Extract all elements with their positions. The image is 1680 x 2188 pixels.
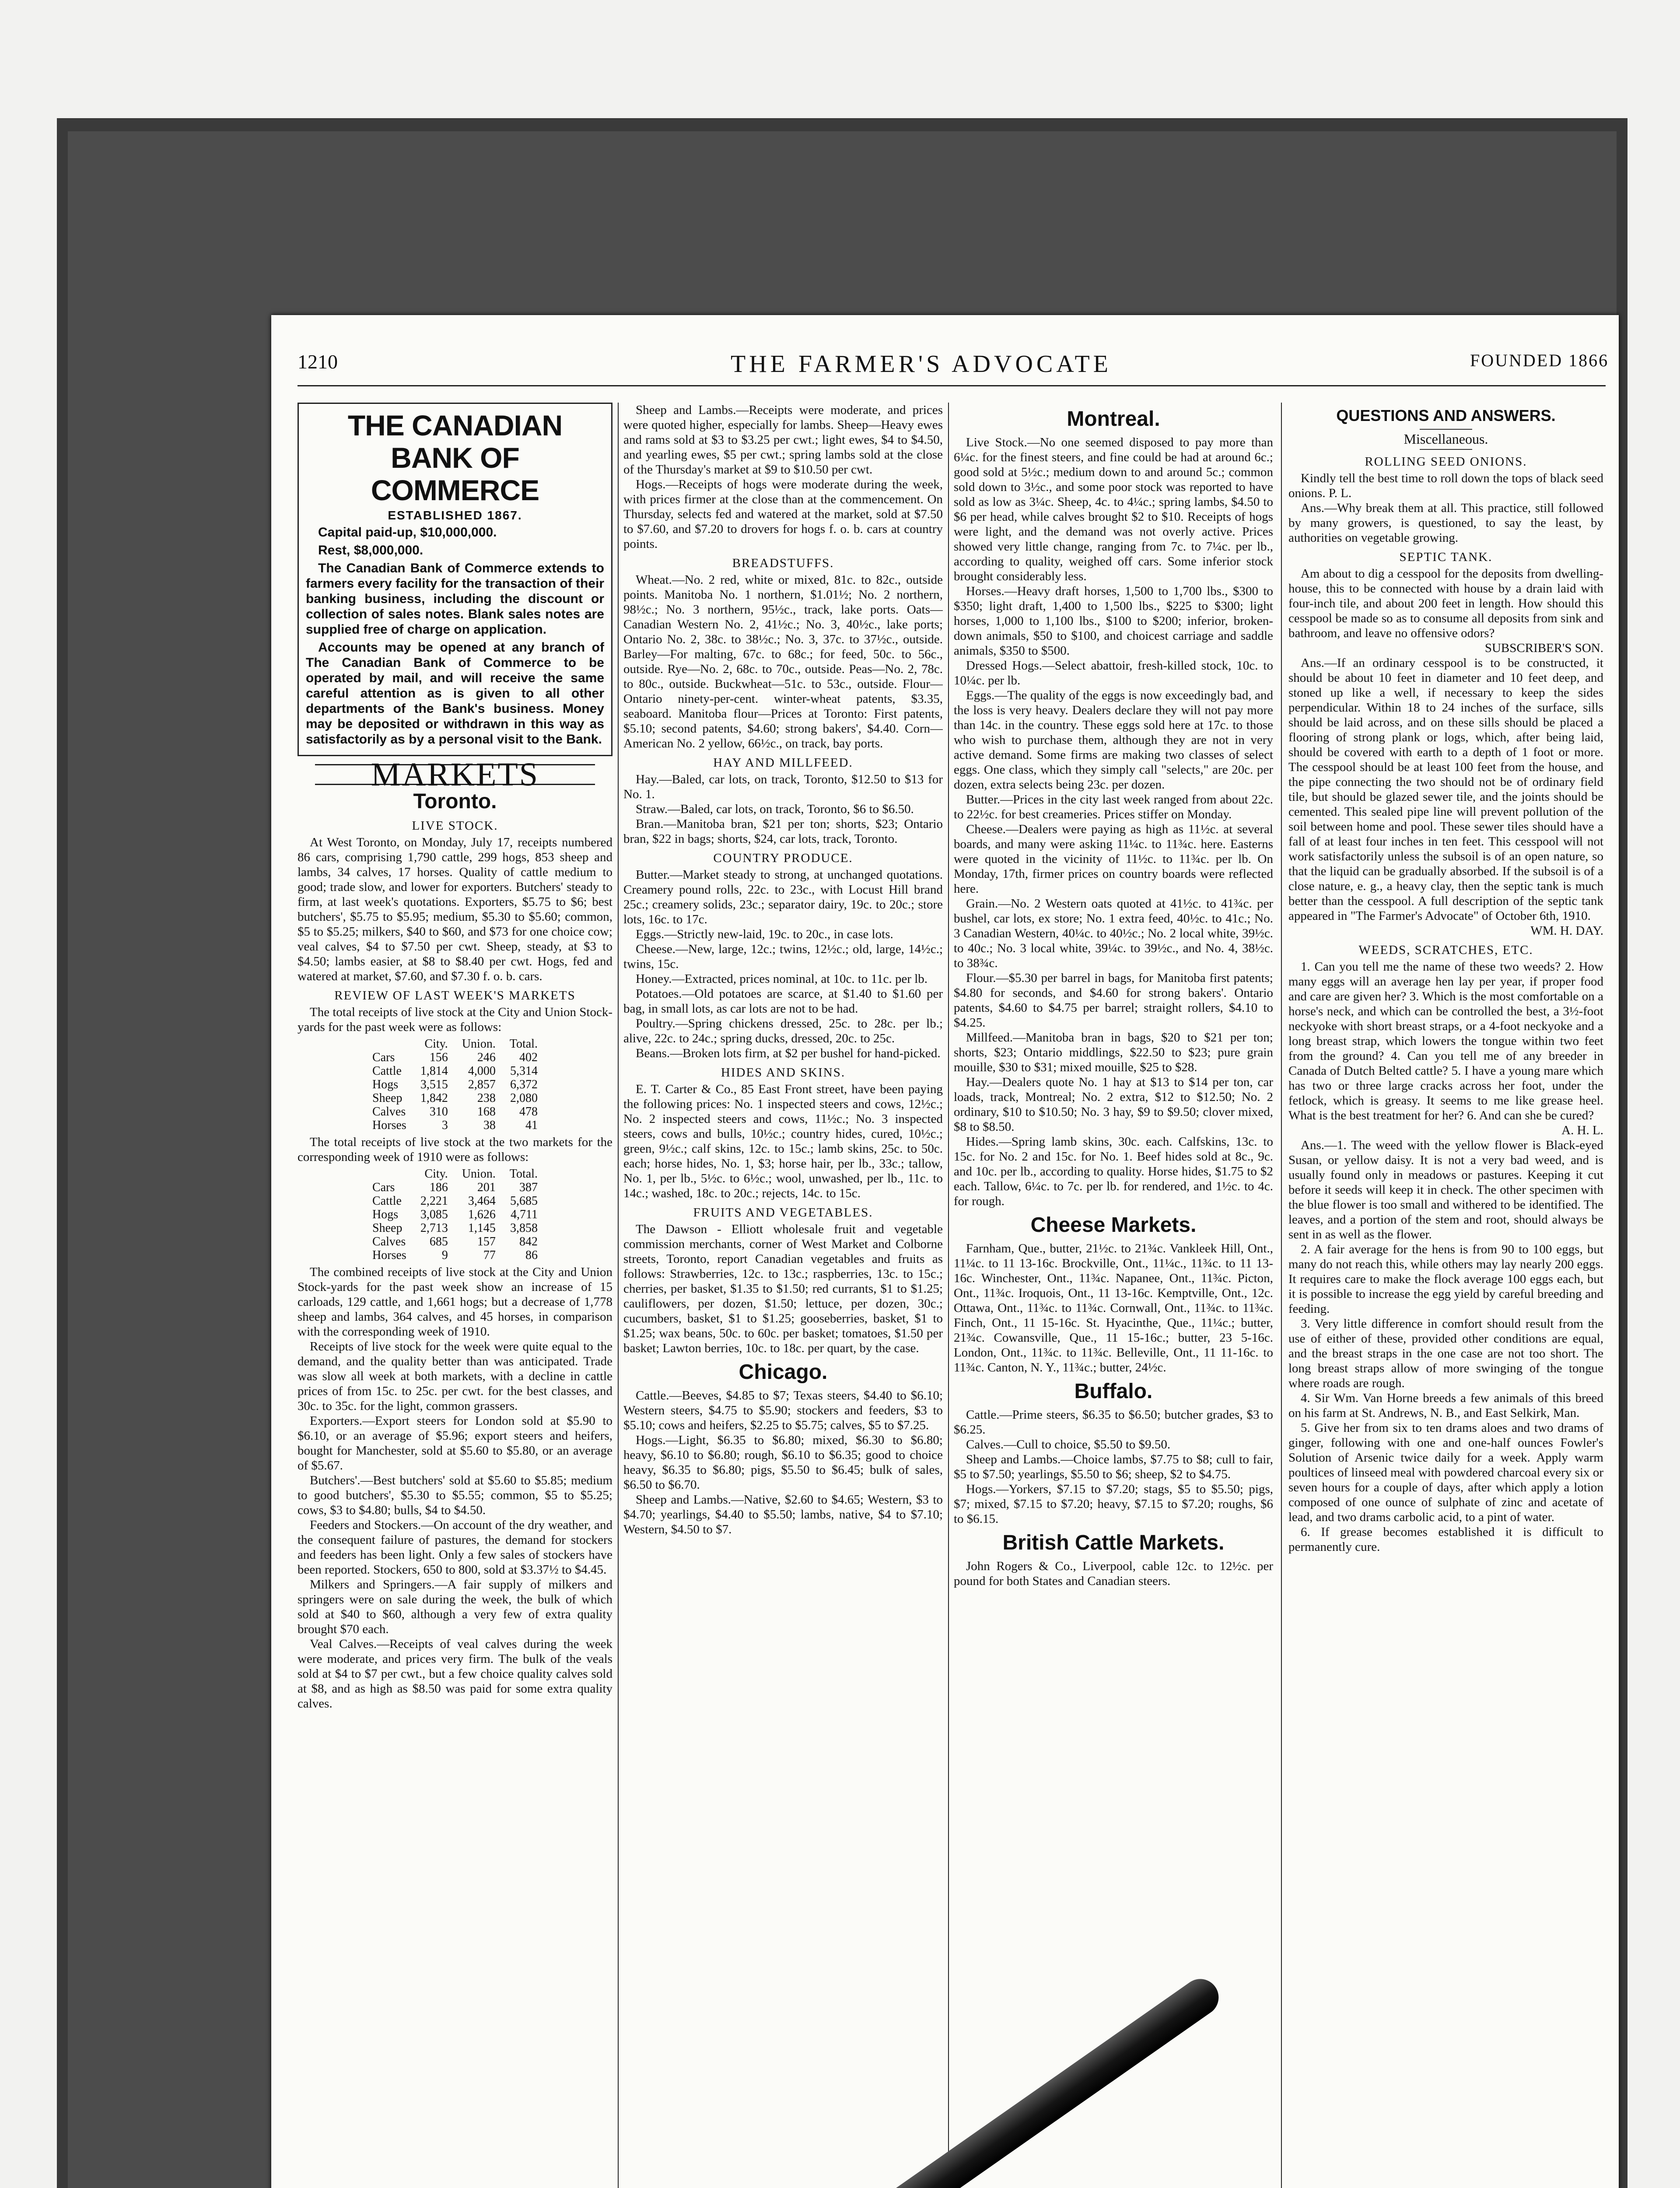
article-paragraph: Horses.—Heavy draft horses, 1,500 to 1,700 lbs., $300 to $350; light draft, 1,400 to 1,500 lbs., $225 to $300; light horses, 1,000 to 1,100 lbs., $100 to $200; inferior, broken-down animals, $50 to $100, and choicest carriage and saddle animals, $350 to $500. bbox=[954, 584, 1273, 658]
article-paragraph: Calves.—Cull to choice, $5.50 to $9.50. bbox=[966, 1438, 1171, 1452]
buffalo-heading: Buffalo. bbox=[1074, 1380, 1153, 1403]
question-text: Kindly tell the best time to roll down the tops of black seed onions. P. L. bbox=[1288, 471, 1603, 500]
bank-name: THE CANADIAN BANK OF COMMERCE bbox=[347, 409, 563, 506]
fruits-heading: FRUITS AND VEGETABLES. bbox=[693, 1206, 873, 1220]
column-rule bbox=[1281, 403, 1282, 2188]
table-row: Cars 156 246 402 bbox=[372, 1051, 538, 1064]
question-text: 1. Can you tell me the name of these two weeds? 2. How many eggs will an average hen lay per year, if proper food and care are given her? 3. Which is the most comfortable on a horse's neck, and which can be controlled the best, a 3½-foot neckyoke with short breast straps, or a 4-foot neckyoke and a long breast strap, which lowers the tongue within two feet from the ground? 4. Can you tell me of any breeder in Canada of Dutch Belted cattle? 5. I have a young mare which has two or three large cracks across her foot, under the fetlock, which is greasy. It seems to me like grease heel. What is the best treatment for her? 6. And can she be cured? bbox=[1288, 960, 1603, 1122]
table-row: Sheep 1,842 238 2,080 bbox=[372, 1091, 538, 1105]
receipts-table-1911: City. Union. Total. Cars 156 246 402 Cattle 1,814 4,000 5,314 Hogs 3,515 2,857 6,372 Sheep 1,842 238 2,080 Calves 310 168 478 Horses 3 38 41 bbox=[365, 1037, 545, 1132]
article-paragraph: Hogs.—Yorkers, $7.15 to $7.20; stags, $5 to $5.50; pigs, $7; mixed, $7.15 to $7.20; heavy, $7.15 to $7.20; roughs, $6 to $6.15. bbox=[954, 1482, 1273, 1526]
question-heading: SEPTIC TANK. bbox=[1399, 550, 1493, 564]
article-paragraph: Butter.—Market steady to strong, at unchanged quotations. Creamery pound rolls, 22c. to 23c., with Locust Hill brand 25c.; creamery solids, 23c.; separator dairy, 19c. to 20c.; store lots, 16c. to 17c. bbox=[623, 868, 943, 926]
answer-text: Ans.—1. The weed with the yellow flower is Black-eyed Susan, or yellow daisy. It is not a very bad weed, and is usually found only in meadows or pastures. Keeping it cut before it seeds will keep it in check. The other specimen with the blue flower is too small and withered to be identified. The leaves, and a portion of the stem and root, should always be sent in as well as the flower. bbox=[1288, 1138, 1603, 1241]
article-paragraph: Cattle.—Prime steers, $6.35 to $6.50; butcher grades, $3 to $6.25. bbox=[954, 1408, 1273, 1437]
misc-heading: Miscellaneous. bbox=[1404, 431, 1488, 447]
cheese-markets-heading: Cheese Markets. bbox=[1030, 1213, 1197, 1237]
article-paragraph: E. T. Carter & Co., 85 East Front street, have been paying the following prices: No. 1 inspected steers and cows, 12½c.; No. 2 inspected steers and cows, 11½c.; No. 3 inspected steers, cows and bulls, 10½c.; country hides, cured, 10½c.; green, 9½c.; calf skins, 12c. to 15c.; lamb skins, 25c. to 50c. each; horse hides, No. 1, $3; horse hair, per lb., 33c.; tallow, No. 1, per lb., 5½c. to 6½c.; wool, unwashed, per lb., 11c. to 14c.; washed, 18c. to 20c.; rejects, 14c. to 15c. bbox=[623, 1082, 943, 1200]
article-paragraph: Butchers'.—Best butchers' sold at $5.60 to $5.85; medium to good butchers', $5.30 to $5.55; common, $5 to $5.25; cows, $3 to $4.80; bulls, $4 to $4.50. bbox=[298, 1473, 612, 1517]
british-cattle-heading: British Cattle Markets. bbox=[1002, 1531, 1225, 1554]
article-paragraph: Straw.—Baled, car lots, on track, Toronto, $6 to $6.50. bbox=[636, 802, 914, 816]
produce-heading: COUNTRY PRODUCE. bbox=[713, 851, 853, 865]
article-paragraph: Cattle.—Beeves, $4.85 to $7; Texas steers, $4.40 to $6.10; Western steers, $4.75 to $5.90; stockers and feeders, $3 to $5.10; cows and heifers, $2.25 to $5.75; calves, $5 to $7.25. bbox=[623, 1389, 943, 1432]
breadstuffs-heading: BREADSTUFFS. bbox=[732, 556, 834, 570]
divider bbox=[1420, 449, 1472, 450]
column-rule bbox=[948, 403, 949, 2188]
toronto-heading: Toronto. bbox=[413, 790, 497, 813]
article-paragraph: Exporters.—Export steers for London sold at $5.90 to $6.10, or an average of $5.96; export steers and heifers, bought for Manchester, sold at $5.60 to $5.80, or an average of $5.67. bbox=[298, 1414, 612, 1473]
answer-text: 6. If grease becomes established it is difficult to permanently cure. bbox=[1288, 1525, 1603, 1554]
article-paragraph: Grain.—No. 2 Western oats quoted at 41½c. to 41¾c. per bushel, car lots, ex store; No. 1 extra feed, 40½c. to 41c.; No. 3 Canadian Western, 40¼c. to 40½c.; No. 2 local white, 39½c. to 40c.; No. 3 local white, 39¼c. to 39½c., and No. 4, 38½c. to 38¾c. bbox=[954, 897, 1273, 970]
header-rule bbox=[298, 385, 1606, 386]
receipts-table-1910: City. Union. Total. Cars 186 201 387 Cattle 2,221 3,464 5,685 Hogs 3,085 1,626 4,711 Sheep 2,713 1,145 3,858 Calves 685 157 842 Horses 9 77 86 bbox=[365, 1167, 545, 1262]
article-paragraph: The total receipts of live stock at the City and Union Stock-yards for the past week were as follows: bbox=[298, 1005, 612, 1034]
divider bbox=[1420, 429, 1472, 430]
article-paragraph: Hides.—Spring lamb skins, 30c. each. Calfskins, 13c. to 15c. for No. 2 and 15c. for No. 1. Beef hides sold at 8c., 9c. and 10c. per lb., according to quality. Horse hides, $1.75 to $2 each. Tallow, 6¼c. to 7c. per lb. for rendered, and 1½c. to 4c. for rough. bbox=[954, 1135, 1273, 1208]
article-paragraph: Eggs.—Strictly new-laid, 19c. to 20c., in case lots. bbox=[636, 927, 893, 941]
article-paragraph: Hay.—Dealers quote No. 1 hay at $13 to $14 per ton, car loads, track, Montreal; No. 2 extra, $12 to $12.50; No. 2 ordinary, $10 to $10.50; No. 3 hay, $9 to $9.50; clover mixed, $8 to $8.50. bbox=[954, 1075, 1273, 1134]
live-stock-heading: LIVE STOCK. bbox=[412, 819, 498, 833]
question-heading: ROLLING SEED ONIONS. bbox=[1365, 455, 1527, 469]
chicago-heading: Chicago. bbox=[738, 1360, 828, 1384]
question-heading: WEEDS, SCRATCHES, ETC. bbox=[1358, 943, 1533, 957]
montreal-heading: Montreal. bbox=[1067, 407, 1160, 431]
column-2 bbox=[623, 403, 943, 2188]
bank-advertisement bbox=[298, 403, 612, 756]
column-4 bbox=[1288, 403, 1603, 2188]
page-number: 1210 bbox=[298, 351, 338, 373]
table-row: Horses 9 77 86 bbox=[372, 1248, 538, 1262]
qa-heading: QUESTIONS AND ANSWERS. bbox=[1336, 407, 1556, 424]
article-paragraph: Poultry.—Spring chickens dressed, 25c. to 28c. per lb.; alive, 22c. to 24c.; spring ducks, dressed, 20c. to 25c. bbox=[623, 1017, 943, 1045]
bank-body-1: The Canadian Bank of Commerce extends to farmers every facility for the transaction of their banking business, including the discount or collection of sales notes. Blank sales notes are supplied free of charge on application. bbox=[306, 561, 604, 637]
table-row: Horses 3 38 41 bbox=[372, 1119, 538, 1132]
signature: A. H. L. bbox=[1561, 1123, 1603, 1137]
article-paragraph: Receipts of live stock for the week were quite equal to the demand, and the quality better than was anticipated. Trade was slow all week at both markets, with a decline in cattle prices of from 15c. to 25c. per cwt. for the best classes, and 30c. to 35c. for the light, common grassers. bbox=[298, 1339, 612, 1413]
answer-text: 2. A fair average for the hens is from 90 to 100 eggs, but many do not reach this, while others may lay nearly 200 eggs. It requires care to make the flock average 100 eggs each, but it is possible to increase the egg yield by careful breeding and feeding. bbox=[1288, 1242, 1603, 1316]
column-3 bbox=[954, 403, 1273, 2188]
question-text: Am about to dig a cesspool for the deposits from dwelling-house, this to be connected with house by a drain laid with four-inch tile, and about 200 feet in length. How should this cesspool be made so as to consume all deposits from sink and bathroom, and leave no offensive odors? bbox=[1288, 567, 1603, 640]
article-paragraph: Beans.—Broken lots firm, at $2 per bushel for hand-picked. bbox=[636, 1046, 941, 1060]
article-paragraph: Hogs.—Light, $6.35 to $6.80; mixed, $6.30 to $6.80; heavy, $6.10 to $6.80; rough, $6.10 to $6.35; good to choice heavy, $6.35 to $6.80; pigs, $5.50 to $6.45; bulk of sales, $6.50 to $6.70. bbox=[623, 1433, 943, 1492]
answer-text: 3. Very little difference in comfort should result from the use of either of these, provided other conditions are equal, and the breast straps in the one case are not too short. The long breast straps allow of more swinging of the tongue where roads are rough. bbox=[1288, 1317, 1603, 1390]
hay-heading: HAY AND MILLFEED. bbox=[713, 756, 853, 770]
article-paragraph: Millfeed.—Manitoba bran in bags, $20 to $21 per ton; shorts, $23; Ontario middlings, $22.50 to $23; pure grain mouille, $30 to $31; mixed mouille, $25 to $28. bbox=[954, 1031, 1273, 1074]
signature: WM. H. DAY. bbox=[1530, 924, 1603, 938]
table-row: Sheep 2,713 1,145 3,858 bbox=[372, 1221, 538, 1235]
article-paragraph: The Dawson - Elliott wholesale fruit and vegetable commission merchants, corner of West Market and Colborne streets, Toronto, report Canadian vegetables and fruits as follows: Strawberries, 12c. to 13c.; raspberries, 13c. to 15c.; cherries, per basket, $1.35 to $1.50; red currants, $1 to $1.25; cauliflowers, per dozen, $1.50; lettuce, per dozen, 30c.; cucumbers, basket, $1 to $1.25; gooseberries, basket, $1 to $1.25; wax beans, 50c. to 60c. per basket; tomatoes, $1.50 per basket; Lawton berries, 10c. to 18c. per quart, by the case. bbox=[623, 1222, 943, 1355]
article-paragraph: Sheep and Lambs.—Choice lambs, $7.75 to $8; cull to fair, $5 to $7.50; yearlings, $5.50 to $6; sheep, $2 to $4.75. bbox=[954, 1452, 1273, 1481]
column-rule bbox=[618, 403, 619, 2188]
article-paragraph: Wheat.—No. 2 red, white or mixed, 81c. to 82c., outside points. Manitoba No. 1 northern, $1.01½; No. 2 northern, 98½c.; No. 3 northern, 95½c., track, lake ports. Oats—Canadian Western No. 2, 41½c.; No. 3, 40½c., lake ports; Ontario No. 2, 38c. to 38½c.; No. 3, 37c. to 37½c., outside. Barley—For malting, 67c. to 68c.; for feed, 50c. to 56c., outside. Rye—No. 2, 68c. to 70c., outside. Peas—No. 2, 78c. to 80c., outside. Buckwheat—51c. to 53c., outside. Flour—Ontario ninety-per-cent. winter-wheat patents, $3.35, seaboard. Manitoba flour—Prices at Toronto: First patents, $5.10; second patents, $4.60; strong bakers', $4.40. Corn—American No. 2 yellow, 66½c., on track, bay ports. bbox=[623, 573, 943, 750]
table-row: Cattle 1,814 4,000 5,314 bbox=[372, 1064, 538, 1078]
article-paragraph: Cheese.—New, large, 12c.; twins, 12½c.; old, large, 14½c.; twins, 15c. bbox=[623, 942, 943, 971]
article-paragraph: Bran.—Manitoba bran, $21 per ton; shorts, $23; Ontario bran, $22 in bags; shorts, $24, car lots, track, Toronto. bbox=[623, 817, 943, 846]
article-paragraph: John Rogers & Co., Liverpool, cable 12c. to 12½c. per pound for both States and Canadian steers. bbox=[954, 1559, 1273, 1588]
answer-text: 5. Give her from six to ten drams aloes and two drams of ginger, following with one and one-half ounces Fowler's Solution of Arsenic twice daily for a week. Apply warm poultices of linseed meal with powdered charcoal every six or seven hours for a couple of days, after which apply a lotion composed of one ounce of sulphate of zinc and acetate of lead, and two drams carbolic acid, to a pint of water. bbox=[1288, 1421, 1603, 1524]
article-paragraph: Sheep and Lambs.—Native, $2.60 to $4.65; Western, $3 to $4.70; yearlings, $4.40 to $5.50; lambs, native, $4 to $7.10; Western, $4.50 to $7. bbox=[623, 1493, 943, 1536]
hides-heading: HIDES AND SKINS. bbox=[721, 1066, 846, 1080]
table-row: Hogs 3,515 2,857 6,372 bbox=[372, 1078, 538, 1091]
article-paragraph: Hogs.—Receipts of hogs were moderate during the week, with prices firmer at the close than at the commencement. On Thursday, selects fed and watered at the market, sold at $7.50 to $7.60, and $7.20 to drovers for hogs f. o. b. cars at country points. bbox=[623, 477, 943, 551]
article-paragraph: Live Stock.—No one seemed disposed to pay more than 6¼c. for the finest steers, and fine could be had at around 6c.; good sold at 5½c.; medium down to and around 5c.; common sold down to 3½c., and some poor stock was reported to have sold as low as 3¼c. Sheep, 4c. to 4¼c.; spring lambs, $4.50 to $6 per head, while calves brought $2 to $10. Receipts of hogs were light, and the demand was not overly active. Prices showed very little change, ranging from 7c. to 7¼c. per lb., according to quality, weighed off cars. Some inferior stock brought considerably less. bbox=[954, 435, 1273, 583]
founded-line: FOUNDED 1866 bbox=[1470, 351, 1609, 370]
article-paragraph: Hay.—Baled, car lots, on track, Toronto, $12.50 to $13 for No. 1. bbox=[623, 772, 943, 801]
article-paragraph: Feeders and Stockers.—On account of the dry weather, and the consequent failure of pastures, the demand for stockers and feeders has been light. Only a few sales of stockers have been reported. Stockers, 650 to 800, sold at $3.37½ to $4.45. bbox=[298, 1518, 612, 1577]
article-paragraph: Veal Calves.—Receipts of veal calves during the week were moderate, and prices very firm. The bulk of the veals sold at $4 to $7 per cwt., but a few choice quality calves sold at $8, and as high as $8.50 was paid for some extra quality calves. bbox=[298, 1637, 612, 1711]
markets-banner: MARKETS bbox=[315, 764, 595, 785]
article-paragraph: Flour.—$5.30 per barrel in bags, for Manitoba first patents; $4.80 for seconds, and $4.60 for strong bakers'. Ontario patents, $4.60 to $4.75 per barrel; straight rollers, $4.10 to $4.25. bbox=[954, 971, 1273, 1030]
article-paragraph: Eggs.—The quality of the eggs is now exceedingly bad, and the loss is very heavy. Dealers declare they will not pay more than 14c. in the country. These eggs sold here at 17c. to those who wish to purchase them, although they are not in very active demand. Some firms are making two classes of select eggs. One class, which they simply call "selects," are 20c. per dozen, extra selects being 23c. per dozen. bbox=[954, 688, 1273, 792]
signature: SUBSCRIBER'S SON. bbox=[1484, 641, 1603, 655]
bank-body-2: Accounts may be opened at any branch of The Canadian Bank of Commerce to be operated by mail, and will receive the same careful attention as is given to all other departments of the Bank's business. Money may be deposited or withdrawn in this way as satisfactorily as by a personal visit to the Bank. bbox=[306, 640, 604, 747]
article-paragraph: Butter.—Prices in the city last week ranged from about 22c. to 22½c. for best creameries. Prices stiffer on Monday. bbox=[954, 792, 1273, 821]
table-row: Calves 310 168 478 bbox=[372, 1105, 538, 1119]
article-paragraph: Honey.—Extracted, prices nominal, at 10c. to 11c. per lb. bbox=[636, 972, 928, 986]
answer-text: Ans.—If an ordinary cesspool is to be constructed, it should be about 10 feet in diameter and 10 feet deep, and stoned up like a well, if necessary to keep the sides perpendicular. Within 18 to 24 inches of the surface, sills should be laid across, and on these sills should be placed a flooring of strong plank or logs, which, after being laid, should be covered with earth to a depth of 1 foot or more. The cesspool should be at least 100 feet from the house, and the pipe connecting the two should not be of ordinary field tile, but should be glazed sewer tile, and the joints should be cemented. This sealed pipe line will prevent pollution of the soil between home and pool. These sewer tiles should have a fall of at least four inches in ten feet. This cesspool will not work satisfactorily unless the subsoil is of an open nature, so that the liquid can be gradually absorbed. If the subsoil is of a close nature, e. g., a heavy clay, then the septic tank is much better than the cesspool. A full description of the septic tank appeared in "The Farmer's Advocate" of October 6th, 1910. bbox=[1288, 656, 1603, 923]
article-paragraph: Potatoes.—Old potatoes are scarce, at $1.40 to $1.60 per bag, in small lots, as car lots are not to be had. bbox=[623, 987, 943, 1016]
article-paragraph: Farnham, Que., butter, 21½c. to 21¾c. Vankleek Hill, Ont., 11¼c. to 11 13-16c. Brockville, Ont., 11¼c., 11¾c. to 11 13-16c. Winchester, Ont., 11¾c. Napanee, Ont., 11¾c. Picton, Ont., 11¾c. Iroquois, Ont., 11 13-16c. Kemptville, Ont., 12c. Ottawa, Ont., 11¾c. to 11¾c. Cornwall, Ont., 11¾c. to 11¾c. Finch, Ont., 11 15-16c. St. Hyacinthe, Que., 11¼c.; butter, 21¾c. Cowansville, Que., 11 15-16c.; butter, 23 5-16c. London, Ont., 11¾c. to 11¾c. Belleville, Ont., 11 11-16c. to 11¾c. Canton, N. Y., 11¾c.; butter, 24½c. bbox=[954, 1241, 1273, 1375]
bank-rest: Rest, $8,000,000. bbox=[318, 543, 424, 558]
table-row: Cars 186 201 387 bbox=[372, 1181, 538, 1194]
article-paragraph: The combined receipts of live stock at the City and Union Stock-yards for the past week show an increase of 15 carloads, 129 cattle, and 1,661 hogs; but a decrease of 1,778 sheep and lambs, 364 calves, and 45 horses, in comparison with the corresponding week of 1910. bbox=[298, 1265, 612, 1339]
article-paragraph: The total receipts of live stock at the two markets for the corresponding week of 1910 were as follows: bbox=[298, 1135, 612, 1164]
article-paragraph: Cheese.—Dealers were paying as high as 11½c. at several boards, and many were asking 11¼c. to 11¾c. here. Easterns were quoted in the vicinity of 11½c. to 11¾c. per lb. On Monday, 17th, firmer prices on country boards were reflected here. bbox=[954, 822, 1273, 896]
article-paragraph: Milkers and Springers.—A fair supply of milkers and springers were on sale during the week, the bulk of which sold at $40 to $60, although a very few of extra quality brought $70 each. bbox=[298, 1578, 612, 1636]
article-paragraph: Dressed Hogs.—Select abattoir, fresh-killed stock, 10c. to 10¼c. per lb. bbox=[954, 659, 1273, 687]
bank-capital: Capital paid-up, $10,000,000. bbox=[318, 525, 497, 540]
article-paragraph: Sheep and Lambs.—Receipts were moderate, and prices were quoted higher, especially for lambs. Sheep—Heavy ewes and rams sold at $3 to $3.25 per cwt.; light ewes, $4 to $4.50, and yearling ewes, $5 per cwt.; spring lambs sold at the close of the Thursday's market at $9 to $10.50 per cwt. bbox=[623, 403, 943, 477]
column-1 bbox=[298, 403, 612, 2188]
table-row: Calves 685 157 842 bbox=[372, 1235, 538, 1248]
paper-title: THE FARMER'S ADVOCATE bbox=[731, 351, 1112, 378]
bank-established: ESTABLISHED 1867. bbox=[388, 508, 522, 522]
review-heading: REVIEW OF LAST WEEK'S MARKETS bbox=[334, 989, 576, 1003]
table-row: Cattle 2,221 3,464 5,685 bbox=[372, 1194, 538, 1208]
answer-text: Ans.—Why break them at all. This practice, still followed by many growers, is questioned, to say the least, by authorities on vegetable growing. bbox=[1288, 501, 1603, 545]
article-paragraph: At West Toronto, on Monday, July 17, receipts numbered 86 cars, comprising 1,790 cattle, 299 hogs, 853 sheep and lambs, 34 calves, 17 horses. Quality of cattle medium to good; trade slow, and lower for exporters. Butchers' steady to firm, at last week's quotations. Exporters, $5.75 to $6; best butchers', $5.75 to $5.95; medium, $5.30 to $5.60; common, $5 to $5.25; milkers, $40 to $60, and $73 for one choice cow; veal calves, $4 to $7.50 per cwt. Sheep, steady, at $3 to $4.50; lambs easier, at $8 to $8.40 per cwt. Hogs, fed and watered at market, $7.60, and $7.30 f. o. b. cars. bbox=[298, 835, 612, 983]
answer-text: 4. Sir Wm. Van Horne breeds a few animals of this breed on his farm at St. Andrews, N. B., and East Selkirk, Man. bbox=[1288, 1391, 1603, 1420]
table-row: Hogs 3,085 1,626 4,711 bbox=[372, 1208, 538, 1221]
